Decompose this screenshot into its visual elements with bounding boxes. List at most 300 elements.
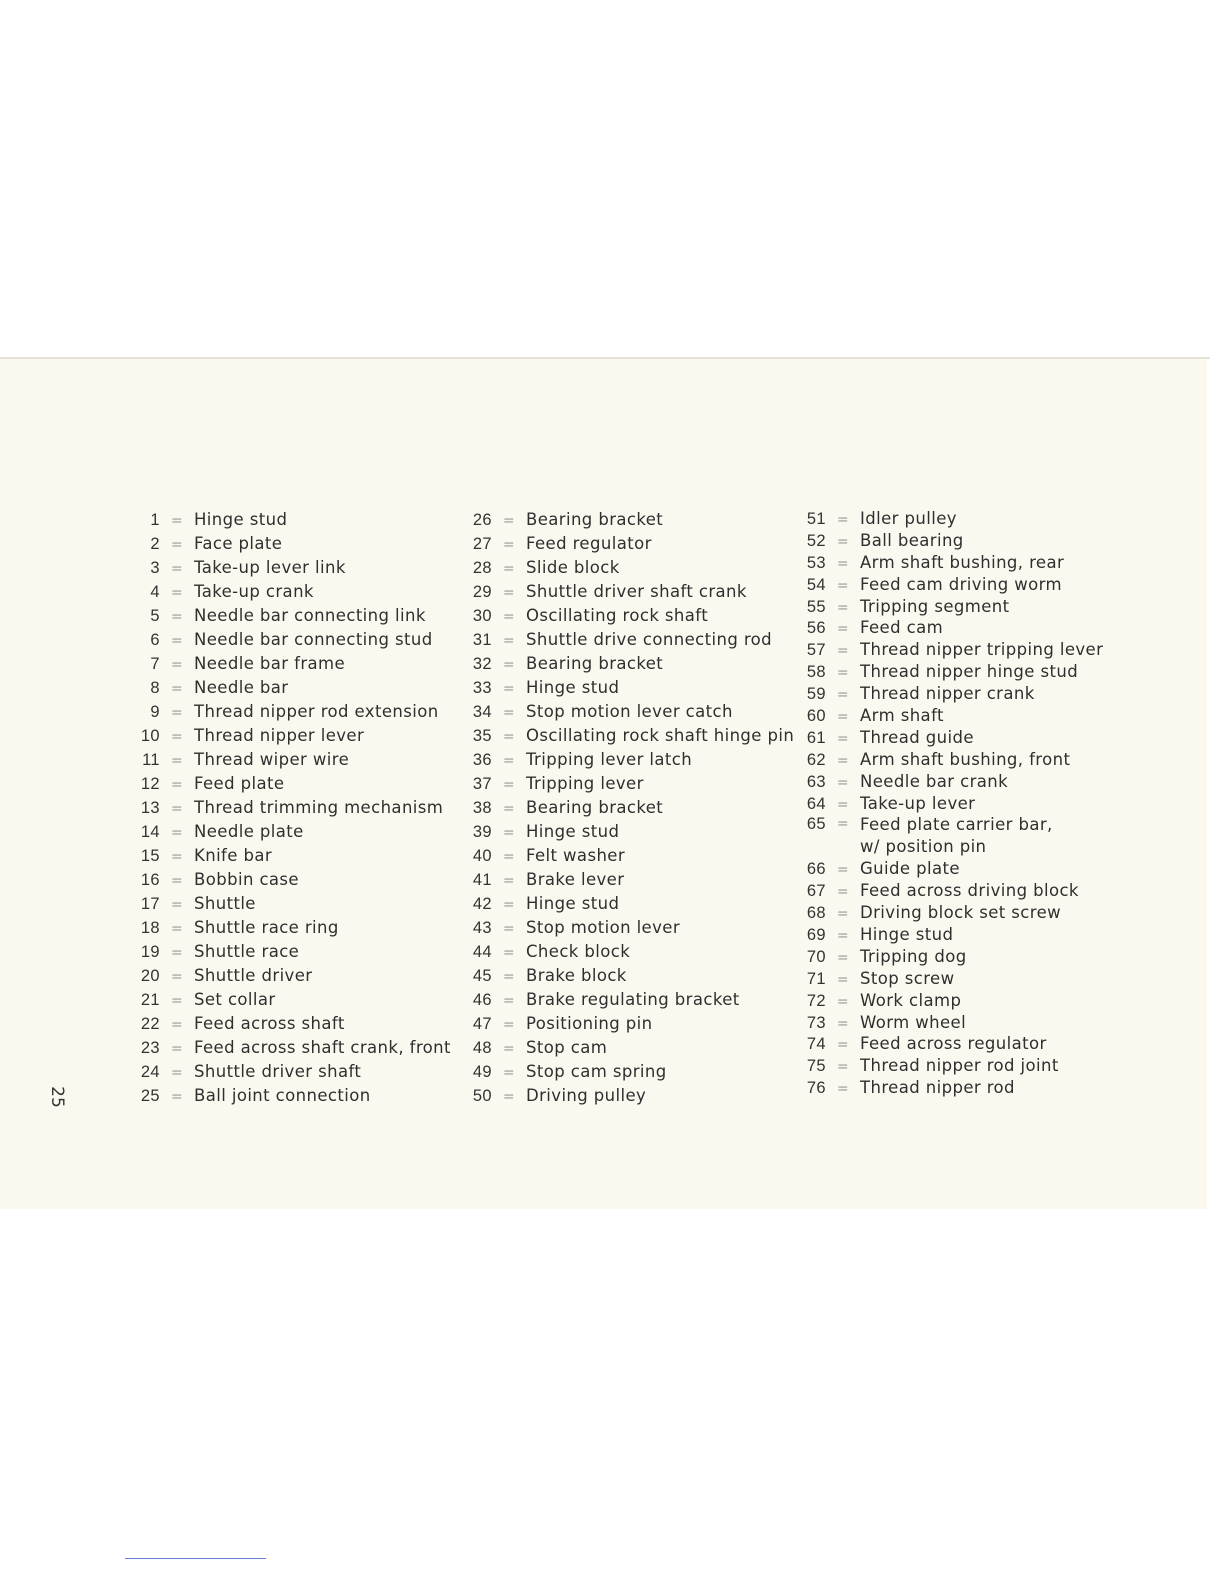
- bottom-link-underline[interactable]: [125, 1558, 266, 1559]
- part-entry: [794, 661, 1103, 683]
- equals-separator: =: [170, 1089, 184, 1105]
- part-name: Bearing bracket: [526, 654, 664, 673]
- equals-separator: =: [170, 633, 184, 649]
- part-name: Needle bar crank: [860, 771, 1009, 791]
- part-name: Face plate: [194, 534, 283, 553]
- equals-separator: =: [836, 533, 850, 550]
- part-number: 4: [150, 583, 160, 601]
- part-entry: [460, 1084, 794, 1108]
- part-number: 7: [150, 655, 160, 673]
- part-number: 25: [140, 1087, 160, 1105]
- part-entry: [460, 652, 794, 676]
- part-number: 60: [806, 707, 826, 726]
- part-number: 34: [472, 703, 492, 721]
- part-entry: [460, 1036, 794, 1060]
- part-entry: [128, 844, 451, 868]
- part-entry: [128, 1012, 451, 1036]
- equals-separator: =: [502, 657, 516, 673]
- part-entry: [794, 902, 1103, 924]
- part-name: Ball joint connection: [194, 1086, 371, 1105]
- part-name: Tripping segment: [860, 596, 1010, 616]
- part-entry: [460, 580, 794, 604]
- part-number: 42: [472, 895, 492, 913]
- part-number: 24: [140, 1063, 160, 1081]
- equals-separator: =: [170, 657, 184, 673]
- equals-separator: =: [502, 609, 516, 625]
- part-entry: [128, 1084, 451, 1108]
- equals-separator: =: [836, 577, 850, 594]
- part-number: 43: [472, 919, 492, 937]
- equals-separator: =: [170, 969, 184, 985]
- part-entry: [794, 617, 1103, 639]
- part-entry: [460, 916, 794, 940]
- part-number: 18: [140, 919, 160, 937]
- equals-separator: =: [836, 665, 850, 682]
- part-number: 29: [472, 583, 492, 601]
- part-number: 27: [472, 535, 492, 553]
- part-name: Stop motion lever catch: [526, 702, 733, 721]
- part-number: 74: [806, 1035, 826, 1054]
- part-number: 49: [472, 1063, 492, 1081]
- part-entry: [794, 596, 1103, 618]
- part-name: Needle bar connecting stud: [194, 630, 433, 649]
- parts-list-column-3: [794, 508, 1103, 1099]
- part-name: Take-up lever link: [194, 558, 346, 577]
- part-entry: [128, 580, 451, 604]
- part-number: 23: [140, 1039, 160, 1057]
- equals-separator: =: [836, 1015, 850, 1032]
- part-name: Hinge stud: [526, 822, 620, 841]
- part-number: 62: [806, 750, 826, 769]
- part-number: 6: [150, 631, 160, 649]
- part-name: Thread guide: [860, 727, 974, 747]
- part-name: Feed across driving block: [860, 881, 1079, 901]
- equals-separator: =: [502, 897, 516, 913]
- part-entry: [794, 990, 1103, 1012]
- equals-separator: =: [836, 555, 850, 572]
- part-entry: [794, 793, 1103, 815]
- part-entry: [794, 924, 1103, 946]
- part-number: 39: [472, 823, 492, 841]
- part-name: Feed regulator: [526, 534, 652, 553]
- part-name: Brake lever: [526, 870, 625, 889]
- part-name: Slide block: [526, 558, 620, 577]
- equals-separator: =: [836, 752, 850, 769]
- part-entry: [794, 530, 1103, 552]
- part-entry: [128, 508, 451, 532]
- equals-separator: =: [170, 849, 184, 865]
- equals-separator: =: [502, 633, 516, 649]
- part-number: 26: [472, 511, 492, 529]
- part-name: Feed cam: [860, 618, 944, 638]
- part-name: Thread nipper lever: [194, 726, 365, 745]
- equals-separator: =: [170, 1017, 184, 1033]
- part-name: Worm wheel: [860, 1012, 967, 1032]
- part-name: Arm shaft bushing, front: [860, 749, 1071, 769]
- part-number: 22: [140, 1015, 160, 1033]
- part-entry: [460, 796, 794, 820]
- part-name: Guide plate: [860, 859, 960, 879]
- part-name: Stop motion lever: [526, 918, 681, 937]
- part-number: 8: [150, 679, 160, 697]
- part-number: 20: [140, 967, 160, 985]
- equals-separator: =: [170, 777, 184, 793]
- part-number: 64: [806, 794, 826, 813]
- equals-separator: =: [502, 705, 516, 721]
- part-name: Take-up lever: [860, 793, 976, 813]
- part-number: 72: [806, 991, 826, 1010]
- equals-separator: =: [502, 825, 516, 841]
- equals-separator: =: [502, 873, 516, 889]
- part-name: Feed cam driving worm: [860, 574, 1063, 594]
- equals-separator: =: [502, 513, 516, 529]
- part-entry: [794, 858, 1103, 880]
- part-name: Thread wiper wire: [194, 750, 350, 769]
- part-entry: [460, 964, 794, 988]
- equals-separator: =: [170, 513, 184, 529]
- part-number: 67: [806, 882, 826, 901]
- part-entry: [128, 748, 451, 772]
- part-entry: [128, 1060, 451, 1084]
- part-number: 52: [806, 531, 826, 550]
- equals-separator: =: [170, 921, 184, 937]
- part-entry: [794, 1012, 1103, 1034]
- equals-separator: =: [170, 561, 184, 577]
- part-entry: [128, 988, 451, 1012]
- part-number: 69: [806, 925, 826, 944]
- part-name: Feed across shaft crank, front: [194, 1038, 451, 1057]
- part-entry: [794, 771, 1103, 793]
- part-entry: [128, 724, 451, 748]
- equals-separator: =: [170, 1041, 184, 1057]
- equals-separator: =: [170, 1065, 184, 1081]
- part-name: Bearing bracket: [526, 510, 664, 529]
- part-number: 15: [140, 847, 160, 865]
- equals-separator: =: [836, 643, 850, 660]
- part-number: 10: [140, 727, 160, 745]
- part-number: 61: [806, 728, 826, 747]
- equals-separator: =: [502, 1041, 516, 1057]
- part-entry: [794, 508, 1103, 530]
- part-number: 37: [472, 775, 492, 793]
- part-number: 58: [806, 663, 826, 682]
- part-entry: [460, 892, 794, 916]
- equals-separator: =: [502, 1089, 516, 1105]
- equals-separator: =: [170, 825, 184, 841]
- part-entry: [128, 676, 451, 700]
- part-name: Feed across shaft: [194, 1014, 345, 1033]
- part-number: 11: [142, 751, 160, 769]
- part-name: Needle bar frame: [194, 654, 346, 673]
- equals-separator: =: [836, 906, 850, 923]
- part-entry: [128, 628, 451, 652]
- part-number: 56: [806, 619, 826, 638]
- part-name: Bobbin case: [194, 870, 299, 889]
- part-name: Thread nipper tripping lever: [860, 640, 1104, 660]
- equals-separator: =: [502, 993, 516, 1009]
- part-number: 5: [150, 607, 160, 625]
- part-entry: [460, 988, 794, 1012]
- part-number: 30: [472, 607, 492, 625]
- part-entry: [460, 868, 794, 892]
- equals-separator: =: [836, 862, 850, 879]
- part-name: Stop cam spring: [526, 1062, 667, 1081]
- part-number: 53: [806, 553, 826, 572]
- part-entry: [794, 968, 1103, 990]
- part-entry: [128, 916, 451, 940]
- part-number: 59: [806, 685, 826, 704]
- part-entry: [794, 705, 1103, 727]
- part-number: 17: [140, 895, 160, 913]
- part-entry: [128, 556, 451, 580]
- part-number: 55: [806, 597, 826, 616]
- equals-separator: =: [836, 730, 850, 747]
- part-entry: [794, 1077, 1103, 1099]
- part-number: 63: [806, 772, 826, 791]
- equals-separator: =: [502, 921, 516, 937]
- equals-separator: =: [170, 873, 184, 889]
- part-name: Hinge stud: [194, 510, 288, 529]
- part-name: Hinge stud: [526, 894, 620, 913]
- part-number: 16: [140, 871, 160, 889]
- equals-separator: =: [502, 1017, 516, 1033]
- part-name: Idler pulley: [860, 509, 957, 528]
- equals-separator: =: [502, 969, 516, 985]
- part-entry: [128, 892, 451, 916]
- equals-separator: =: [836, 971, 850, 988]
- part-number: 46: [472, 991, 492, 1009]
- equals-separator: =: [836, 796, 850, 813]
- part-entry: [460, 676, 794, 700]
- part-entry: [460, 748, 794, 772]
- equals-separator: =: [836, 1037, 850, 1054]
- part-name: Take-up crank: [194, 582, 314, 601]
- equals-separator: =: [502, 945, 516, 961]
- equals-separator: =: [170, 993, 184, 1009]
- parts-list-column-1: [128, 508, 451, 1108]
- part-name: Shuttle drive connecting rod: [526, 630, 773, 649]
- part-name: Stop screw: [860, 968, 955, 988]
- part-number: 57: [806, 641, 826, 660]
- part-name: Shuttle race ring: [194, 918, 339, 937]
- part-entry: [460, 508, 794, 532]
- part-number: 33: [472, 679, 492, 697]
- part-name: Thread nipper hinge stud: [860, 662, 1079, 682]
- part-number: 66: [806, 860, 826, 879]
- part-name: Brake block: [526, 966, 627, 985]
- part-entry: [460, 940, 794, 964]
- part-name: Feed plate carrier bar, w/ position pin: [860, 815, 1053, 857]
- equals-separator: =: [836, 884, 850, 901]
- part-name: Thread trimming mechanism: [194, 798, 444, 817]
- part-number: 45: [472, 967, 492, 985]
- equals-separator: =: [170, 729, 184, 745]
- part-name: Ball bearing: [860, 530, 964, 550]
- part-entry: [128, 652, 451, 676]
- part-name: Tripping dog: [860, 946, 967, 966]
- part-name: Shuttle: [194, 894, 256, 913]
- equals-separator: =: [836, 927, 850, 944]
- parts-list-column-2: [460, 508, 794, 1108]
- part-entry: [128, 964, 451, 988]
- equals-separator: =: [502, 729, 516, 745]
- part-name: Feed plate: [194, 774, 285, 793]
- part-number: 1: [150, 511, 160, 529]
- equals-separator: =: [170, 753, 184, 769]
- part-entry: [794, 1033, 1103, 1055]
- part-entry: [128, 868, 451, 892]
- part-entry: [794, 880, 1103, 902]
- part-name: Shuttle driver: [194, 966, 313, 985]
- part-entry: [794, 749, 1103, 771]
- part-name: Thread nipper rod extension: [194, 702, 439, 721]
- part-number: 75: [806, 1057, 826, 1076]
- equals-separator: =: [170, 681, 184, 697]
- part-name: Driving pulley: [526, 1086, 647, 1105]
- equals-separator: =: [170, 897, 184, 913]
- part-entry: [128, 604, 451, 628]
- part-name: Tripping lever: [526, 774, 644, 793]
- part-entry: [794, 814, 1103, 858]
- equals-separator: =: [170, 609, 184, 625]
- part-number: 19: [140, 943, 160, 961]
- part-number: 31: [472, 631, 492, 649]
- part-number: 38: [472, 799, 492, 817]
- part-number: 21: [140, 991, 160, 1009]
- part-name: Stop cam: [526, 1038, 608, 1057]
- part-name: Work clamp: [860, 990, 962, 1010]
- equals-separator: =: [502, 537, 516, 553]
- part-entry: [460, 556, 794, 580]
- equals-separator: =: [502, 801, 516, 817]
- part-name: Shuttle driver shaft: [194, 1062, 362, 1081]
- part-number: 76: [806, 1079, 826, 1098]
- part-entry: [460, 700, 794, 724]
- equals-separator: =: [170, 945, 184, 961]
- part-name: Needle bar: [194, 678, 289, 697]
- part-entry: [128, 1036, 451, 1060]
- part-number: 14: [140, 823, 160, 841]
- part-number: 28: [472, 559, 492, 577]
- equals-separator: =: [836, 774, 850, 791]
- part-entry: [460, 628, 794, 652]
- part-name: Brake regulating bracket: [526, 990, 740, 1009]
- part-number: 9: [150, 703, 160, 721]
- part-number: 12: [140, 775, 160, 793]
- part-number: 50: [472, 1087, 492, 1105]
- part-entry: [128, 772, 451, 796]
- part-entry: [460, 1012, 794, 1036]
- part-name: Check block: [526, 942, 631, 961]
- equals-separator: =: [502, 777, 516, 793]
- part-entry: [794, 946, 1103, 968]
- part-number: 70: [806, 947, 826, 966]
- equals-separator: =: [836, 1081, 850, 1098]
- part-entry: [460, 772, 794, 796]
- part-name: Oscillating rock shaft: [526, 606, 709, 625]
- part-name: Needle bar connecting link: [194, 606, 426, 625]
- part-number: 68: [806, 904, 826, 923]
- equals-separator: =: [170, 801, 184, 817]
- part-name: Set collar: [194, 990, 276, 1009]
- part-entry: [460, 844, 794, 868]
- part-number: 13: [140, 799, 160, 817]
- equals-separator: =: [836, 621, 850, 638]
- part-name: Tripping lever latch: [526, 750, 693, 769]
- part-entry: [128, 532, 451, 556]
- part-name: Felt washer: [526, 846, 626, 865]
- part-name: Arm shaft bushing, rear: [860, 552, 1065, 572]
- part-entry: [128, 796, 451, 820]
- part-entry: [794, 1055, 1103, 1077]
- equals-separator: =: [170, 585, 184, 601]
- part-name: Driving block set screw: [860, 903, 1062, 923]
- part-name: Thread nipper rod joint: [860, 1056, 1059, 1076]
- part-entry: [128, 700, 451, 724]
- part-number: 48: [472, 1039, 492, 1057]
- part-entry: [128, 940, 451, 964]
- equals-separator: =: [836, 949, 850, 966]
- equals-separator: =: [502, 681, 516, 697]
- part-entry: [794, 552, 1103, 574]
- part-name: Hinge stud: [526, 678, 620, 697]
- part-name: Oscillating rock shaft hinge pin: [526, 726, 795, 745]
- equals-separator: =: [502, 849, 516, 865]
- part-number: 73: [806, 1013, 826, 1032]
- equals-separator: =: [836, 1059, 850, 1076]
- part-entry: [794, 639, 1103, 661]
- equals-separator: =: [836, 512, 850, 528]
- part-name: Thread nipper crank: [860, 684, 1035, 704]
- equals-separator: =: [170, 537, 184, 553]
- part-entry: [794, 727, 1103, 749]
- part-name: Positioning pin: [526, 1014, 653, 1033]
- equals-separator: =: [170, 705, 184, 721]
- part-name: Bearing bracket: [526, 798, 664, 817]
- page-number: 25: [47, 1086, 67, 1108]
- equals-separator: =: [836, 599, 850, 616]
- part-number: 2: [150, 535, 160, 553]
- part-name: Needle plate: [194, 822, 304, 841]
- equals-separator: =: [836, 993, 850, 1010]
- part-number: 47: [472, 1015, 492, 1033]
- part-entry: [460, 820, 794, 844]
- part-name: Knife bar: [194, 846, 273, 865]
- part-entry: [794, 574, 1103, 596]
- part-number: 3: [150, 559, 160, 577]
- part-name: Arm shaft: [860, 706, 944, 726]
- part-entry: [460, 1060, 794, 1084]
- equals-separator: =: [836, 709, 850, 726]
- part-number: 41: [472, 871, 492, 889]
- part-entry: [460, 604, 794, 628]
- part-name: Shuttle race: [194, 942, 300, 961]
- part-number: 71: [806, 969, 826, 988]
- part-name: Thread nipper rod: [860, 1078, 1015, 1098]
- equals-separator: =: [836, 816, 850, 833]
- part-entry: [794, 683, 1103, 705]
- part-number: 54: [806, 575, 826, 594]
- part-number: 35: [472, 727, 492, 745]
- part-entry: [128, 820, 451, 844]
- part-number: 44: [472, 943, 492, 961]
- equals-separator: =: [502, 753, 516, 769]
- part-name: Feed across regulator: [860, 1034, 1047, 1054]
- part-name: Shuttle driver shaft crank: [526, 582, 747, 601]
- equals-separator: =: [836, 687, 850, 704]
- equals-separator: =: [502, 561, 516, 577]
- part-number: 36: [472, 751, 492, 769]
